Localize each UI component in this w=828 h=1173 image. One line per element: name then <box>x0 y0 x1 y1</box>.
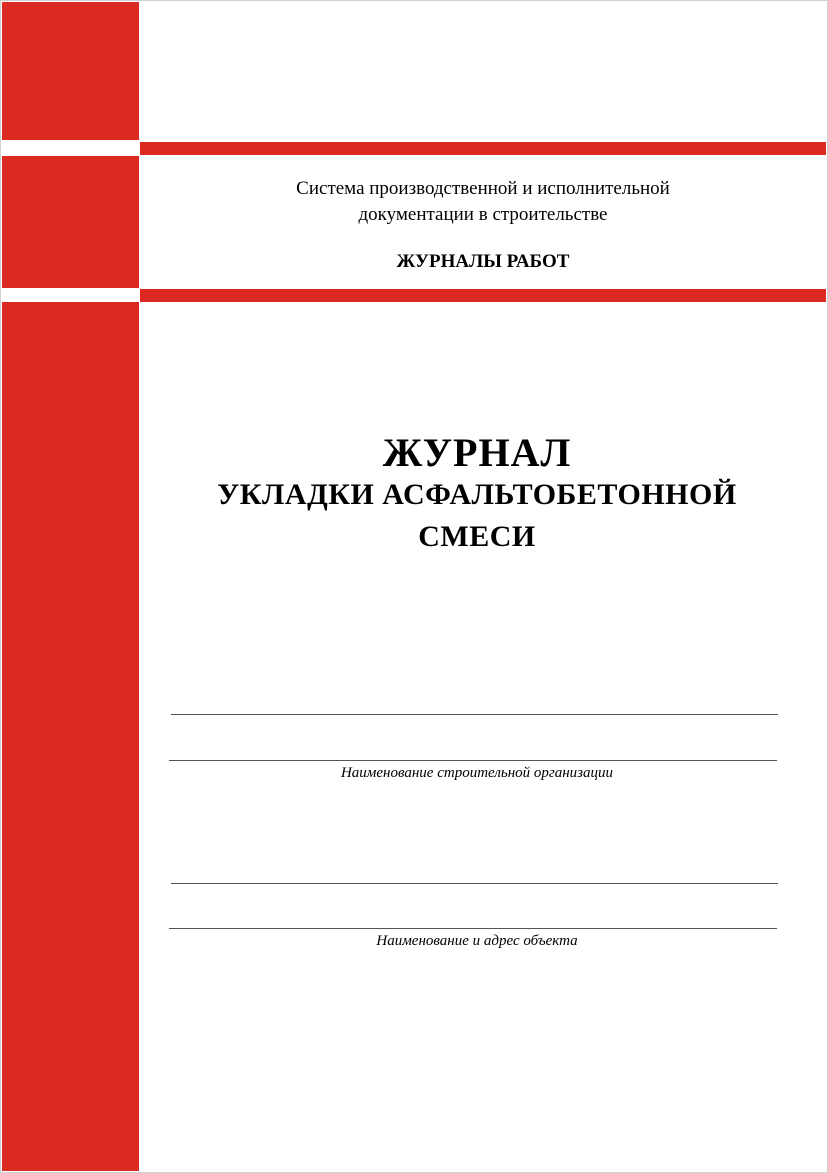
red-sidebar-top <box>2 2 139 140</box>
series-title <box>140 176 826 228</box>
journal-subtitle-line-2: СМЕСИ <box>418 520 536 553</box>
series-title-line-1: Система производственной и исполнительной <box>296 178 670 199</box>
red-stripe-upper <box>140 142 826 155</box>
journal-subtitle-line-1: УКЛАДКИ АСФАЛЬТОБЕТОННОЙ <box>217 478 737 511</box>
journal-subtitle <box>140 474 814 558</box>
series-title-line-2: документации в строительстве <box>358 204 608 225</box>
organization-line-2 <box>169 760 777 761</box>
red-stripe-lower <box>140 289 826 302</box>
red-sidebar-middle <box>2 156 139 288</box>
object-line-2 <box>169 928 777 929</box>
organization-line-1 <box>171 714 778 715</box>
journal-title: ЖУРНАЛ <box>382 430 572 475</box>
red-sidebar-bottom <box>2 302 139 1171</box>
section-title: ЖУРНАЛЫ РАБОТ <box>396 251 570 272</box>
object-line-1 <box>171 883 778 884</box>
organization-caption: Наименование строительной организации <box>340 765 614 781</box>
object-caption: Наименование и адрес объекта <box>376 933 578 949</box>
